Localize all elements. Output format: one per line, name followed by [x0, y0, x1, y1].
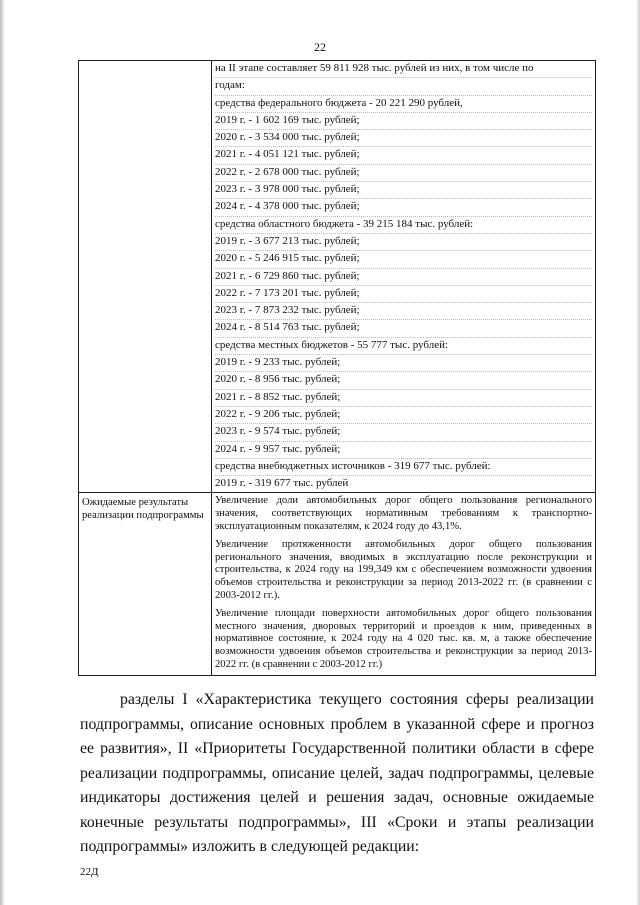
results-label-cell: Ожидаемые результаты реализации подпрограммы	[79, 493, 212, 676]
funding-line: средства внебюджетных источников - 319 677 тыс. рублей:	[215, 459, 592, 476]
table-row-funding	[79, 61, 596, 493]
funding-line: 2019 г. - 3 677 213 тыс. рублей;	[215, 234, 592, 251]
funding-lines	[215, 61, 592, 492]
funding-line: 2024 г. - 4 378 000 тыс. рублей;	[215, 199, 592, 216]
funding-line: 2020 г. - 3 534 000 тыс. рублей;	[215, 130, 592, 147]
funding-line: 2022 г. - 7 173 201 тыс. рублей;	[215, 286, 592, 303]
funding-label-cell	[79, 61, 212, 493]
funding-line: средства областного бюджета - 39 215 184 тыс. рублей:	[215, 217, 592, 234]
funding-line: 2024 г. - 8 514 763 тыс. рублей;	[215, 320, 592, 337]
funding-line: 2021 г. - 4 051 121 тыс. рублей;	[215, 147, 592, 164]
scan-edge-right	[636, 0, 640, 905]
funding-line: средства местных бюджетов - 55 777 тыс. рублей:	[215, 338, 592, 355]
funding-line: 2019 г. - 319 677 тыс. рублей	[215, 477, 349, 490]
funding-line: 2024 г. - 9 957 тыс. рублей;	[215, 442, 592, 459]
funding-line: 2021 г. - 8 852 тыс. рублей;	[215, 390, 592, 407]
funding-line: 2022 г. - 9 206 тыс. рублей;	[215, 407, 592, 424]
funding-line: 2023 г. - 9 574 тыс. рублей;	[215, 424, 592, 441]
page-number: 22	[314, 40, 326, 54]
funding-line: 2023 г. - 7 873 232 тыс. рублей;	[215, 303, 592, 320]
funding-line: 2020 г. - 8 956 тыс. рублей;	[215, 372, 592, 389]
funding-line: 2019 г. - 1 602 169 тыс. рублей;	[215, 113, 592, 130]
result-paragraph: Увеличение доли автомобильных дорог общего пользования регионального значения, соответствующих нормативным требованиям к транспортно-эксплуатационным показателям, к 2024 году до 43,1%.	[215, 495, 592, 532]
funding-values-cell	[212, 61, 596, 493]
result-paragraph: Увеличение площади поверхности автомобильных дорог общего пользования местного значения, дворовых территорий и проездов к ним, приведенных в нормативное состояние, к 2024 году на 4 020 тыс. кв. м, а также обеспечение возможности удвоения объемов строительства и реконструкции за период 2013-2022 гг. (в сравнении с 2003-2012 гг.)	[215, 608, 592, 670]
funding-line: средства федерального бюджета - 20 221 290 рублей,	[215, 96, 592, 113]
body-paragraph: разделы I «Характеристика текущего состояния сферы реализации подпрограммы, описание основных проблем в указанной сфере и прогноз ее развития», II «Приоритеты Государственной политики области в сфере реализации подпрограммы, описание целей, задач подпрограммы, целевые индикаторы достижения целей и решения задач, основные ожидаемые конечные результаты подпрограммы», III «Сроки и этапы реализации подпрограммы» изложить в следующей редакции:	[80, 691, 594, 855]
footer-mark: 22Д	[80, 866, 99, 878]
funding-line: 2020 г. - 5 246 915 тыс. рублей;	[215, 251, 592, 268]
funding-line: 2023 г. - 3 978 000 тыс. рублей;	[215, 182, 592, 199]
funding-line: 2019 г. - 9 233 тыс. рублей;	[215, 355, 592, 372]
funding-line: 2022 г. - 2 678 000 тыс. рублей;	[215, 165, 592, 182]
subprogram-passport-table	[78, 60, 596, 676]
funding-line: годам:	[215, 78, 592, 95]
table-row-results	[79, 493, 596, 676]
result-paragraph: Увеличение протяженности автомобильных дорог общего пользования регионального значения, вводимых в эксплуатацию после реконструкции и строительства, к 2024 году на 199,349 км с обеспечением возможности удвоения объемов строительства и реконструкции за период 2013-2022 гг. (в сравнении с 2003-2012 гг.).	[215, 539, 592, 601]
funding-line: 2021 г. - 6 729 860 тыс. рублей;	[215, 269, 592, 286]
scan-edge-left	[0, 0, 5, 905]
results-values-cell	[212, 493, 596, 676]
funding-line: на II этапе составляет 59 811 928 тыс. рублей из них, в том числе по	[215, 61, 592, 78]
